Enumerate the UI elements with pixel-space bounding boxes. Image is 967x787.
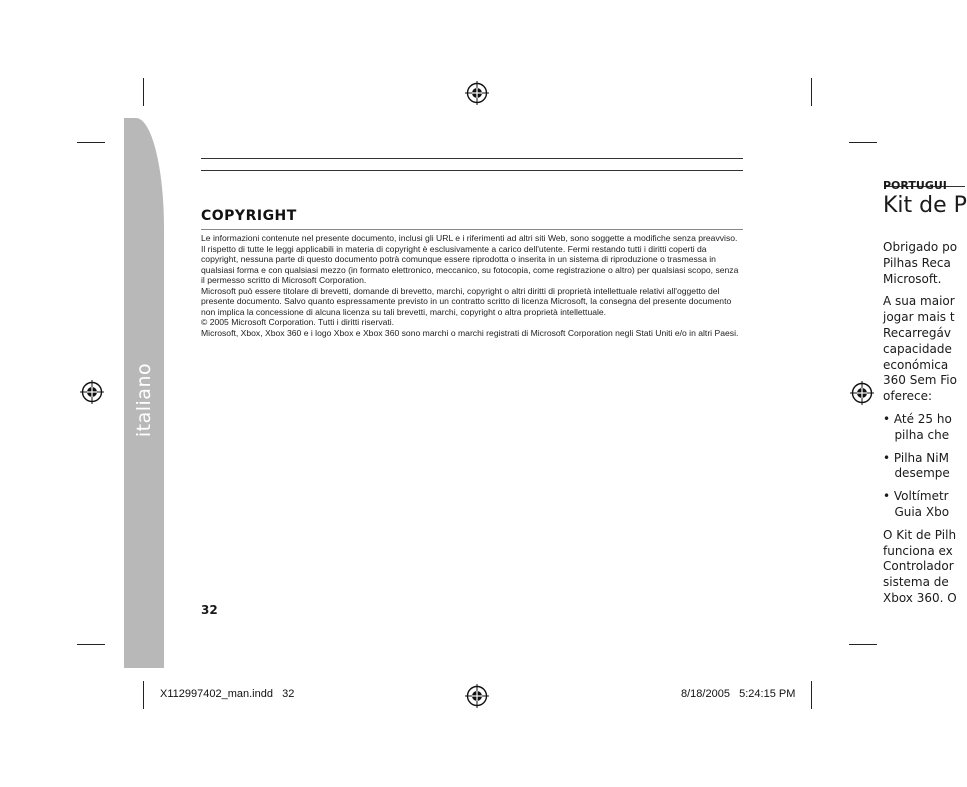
- text-line: Guia Xbo: [883, 504, 950, 519]
- text-line: O Kit de Pilh: [883, 527, 957, 542]
- text-line: Xbox 360. O: [883, 590, 957, 605]
- text-line: desempe: [883, 466, 950, 481]
- paragraph: Le informazioni contenute nel presente documento, inclusi gli URL e i riferimenti ad altri siti Web, sono soggette a modifiche senza preavviso. Il rispetto di tutte le leggi applicabili in materia di copyright è esclusivamente a carico dell'utente. Fermi restando tutti i diritti coperti da copyright, nessuna parte di questo documento potrà comunque essere riprodotta o inserita in un sistema di riproduzione o trasmessa in qualsiasi forma e con qualsiasi mezzo (in formato elettronico, meccanico, su fotocopia, come registrazione o altro) per qualsiasi scopo, senza il permesso scritto di Microsoft Corporation.: [201, 233, 739, 285]
- text-line: capacidade: [883, 341, 952, 356]
- paragraph: Microsoft, Xbox, Xbox 360 e i logo Xbox e Xbox 360 sono marchi o marchi registrati di Microsoft Corporation negli Stati Uniti e/o in altri Paesi.: [201, 327, 739, 338]
- registration-mark-icon: [80, 380, 104, 404]
- language-sidebar-label: [124, 360, 164, 440]
- crop-mark: [77, 142, 105, 143]
- crop-mark: [811, 78, 812, 106]
- registration-mark-icon: [465, 81, 489, 105]
- text-line: oferece:: [883, 389, 933, 404]
- text-line: sistema de: [883, 575, 949, 590]
- text-line: pilha che: [883, 427, 950, 442]
- crop-mark: [143, 681, 144, 709]
- heading-underline: [201, 229, 743, 230]
- crop-mark: [77, 644, 105, 645]
- text-line: Pilhas Reca: [883, 255, 951, 270]
- text-line: 360 Sem Fio: [883, 373, 957, 388]
- spacer: [883, 444, 957, 451]
- section-heading: COPYRIGHT: [201, 208, 297, 224]
- header-rule: [201, 170, 743, 171]
- spacer: [883, 405, 957, 412]
- right-section-label: PORTUGUI: [883, 179, 947, 192]
- text-line: Controlador: [883, 559, 954, 574]
- text-line: económica: [883, 357, 949, 372]
- crop-mark: [143, 78, 144, 106]
- text-line: • Até 25 ho: [883, 411, 952, 426]
- text-line: Microsoft.: [883, 271, 942, 286]
- language-label: italiano: [133, 362, 155, 438]
- text-line: A sua maior: [883, 294, 955, 309]
- registration-mark-icon: [850, 381, 874, 405]
- page-number: 32: [201, 603, 218, 617]
- text-line: • Pilha NiM: [883, 450, 949, 465]
- paragraph: Microsoft può essere titolare di brevetti, domande di brevetto, marchi, copyright o altri diritti di proprietà intellettuale relativi all'oggetto del presente documento. Salvo quanto espressamente previsto in un contratto scritto di licenza Microsoft, la consegna del presente documento non implica la concessione di alcuna licenza su tali brevetti, marchi, copyright o altra proprietà intellettuale.: [201, 285, 732, 317]
- crop-mark: [849, 644, 877, 645]
- spacer: [883, 287, 957, 294]
- spacer: [883, 482, 957, 489]
- text-line: Obrigado po: [883, 240, 958, 254]
- right-page-title: Kit de P: [883, 193, 967, 218]
- text-line: jogar mais t: [883, 310, 955, 325]
- right-page-text: [883, 240, 957, 607]
- registration-mark-icon: [465, 684, 489, 708]
- paragraph: © 2005 Microsoft Corporation. Tutti i diritti riservati.: [201, 317, 395, 327]
- slug-timestamp: 8/18/2005 5:24:15 PM: [681, 688, 796, 700]
- text-line: Recarregáv: [883, 325, 951, 340]
- right-page: [883, 0, 967, 787]
- text-line: • Voltímetr: [883, 489, 949, 504]
- copyright-body: [201, 233, 743, 338]
- crop-mark: [849, 142, 877, 143]
- spacer: [883, 521, 957, 528]
- header-rule: [201, 158, 743, 159]
- crop-mark: [811, 681, 812, 709]
- slug-file: X112997402_man.indd 32: [160, 688, 295, 700]
- text-line: funciona ex: [883, 543, 953, 558]
